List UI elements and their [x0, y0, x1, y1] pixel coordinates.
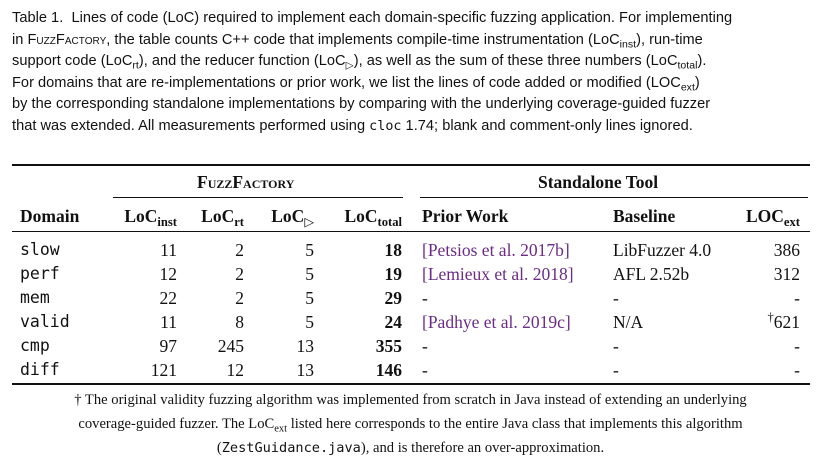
row-loc-ext: 312	[773, 264, 800, 284]
zestguidance-code: ZestGuidance.java	[221, 440, 361, 456]
row-loc-reducer: 5	[305, 288, 314, 308]
caption-line-1: Table 1. Lines of code (LoC) required to implement each domain-specific fuzzing application. For implementing	[12, 10, 733, 26]
col-header-loc-inst: LoC$_{inst}$	[124, 206, 177, 230]
row-domain: cmp	[20, 336, 50, 355]
row-prior-work-link[interactable]: [Lemieux et al. 2018]	[422, 264, 574, 284]
row-loc-rt: 2	[235, 288, 244, 308]
row-loc-total: 18	[384, 240, 402, 260]
row-loc-ext: -	[794, 336, 800, 356]
row-domain: mem	[20, 288, 50, 307]
row-loc-ext: -	[794, 288, 800, 308]
col-header-domain: Domain	[20, 206, 80, 226]
row-baseline: LibFuzzer 4.0	[613, 240, 712, 260]
row-loc-rt: 2	[235, 240, 244, 260]
row-loc-total: 146	[375, 360, 402, 380]
row-baseline: -	[613, 336, 619, 356]
row-baseline: -	[613, 288, 619, 308]
caption-line-2: in FuzzFactory, the table counts C++ code that implements compile-time instrumentation (LoC$_{inst}$), run-time	[12, 31, 703, 50]
row-loc-inst: 97	[159, 336, 177, 356]
row-baseline: N/A	[613, 312, 644, 332]
footnote-line-1: † The original validity fuzzing algorithm was implemented from scratch in Java instead of extending an underlying	[74, 392, 747, 408]
row-prior-work-link[interactable]: [Petsios et al. 2017b]	[422, 240, 570, 260]
row-baseline: AFL 2.52b	[613, 264, 690, 284]
group-header-fuzzfactory: FuzzFactory	[197, 172, 295, 192]
row-domain: diff	[20, 360, 60, 379]
group-rule-standalone	[420, 197, 808, 198]
footnote-line-2: coverage-guided fuzzer. The LoC$_{ext}$ listed here corresponds to the entire Java class that implements this algorithm	[78, 416, 743, 435]
table-top-rule	[12, 164, 810, 166]
row-loc-ext: 386	[773, 240, 800, 260]
row-loc-reducer: 13	[296, 336, 314, 356]
row-domain: valid	[20, 312, 70, 331]
row-loc-rt: 245	[217, 336, 244, 356]
row-domain: perf	[20, 264, 60, 283]
row-loc-total: 19	[384, 264, 402, 284]
row-loc-inst: 12	[159, 264, 177, 284]
footnote-line-3: (ZestGuidance.java), and is therefore an over-approximation.	[216, 440, 605, 456]
caption-line-3: support code (LoC$_{rt}$), and the reducer function (LoC$_▷$), as well as the sum of these three numbers (LoC$_{total}$).	[12, 53, 707, 72]
row-baseline: -	[613, 360, 619, 380]
row-prior-work: -	[422, 288, 428, 308]
caption-line-4: For domains that are re-implementations or prior work, we list the lines of code added or modified $(LOC_{ext})$	[12, 74, 700, 94]
cloc-code: cloc	[369, 118, 402, 134]
col-header-loc-total: LoC$_{total}$	[344, 206, 402, 230]
table-bottom-rule	[12, 383, 810, 385]
row-loc-inst: 11	[160, 312, 177, 332]
col-header-loc-reducer: LoC$_▷$	[271, 206, 314, 230]
row-prior-work: -	[422, 360, 428, 380]
row-loc-inst: 22	[159, 288, 177, 308]
row-loc-ext: -	[794, 360, 800, 380]
tool-name: FuzzFactory	[27, 31, 107, 48]
col-header-prior-work: Prior Work	[422, 206, 509, 226]
caption-line-5: by the corresponding standalone implementations by comparing with the underlying coverage-guided fuzzer	[12, 96, 711, 113]
row-loc-reducer: 5	[305, 264, 314, 284]
col-header-loc-rt: LoC$_{rt}$	[201, 206, 244, 230]
group-header-standalone: Standalone Tool	[538, 172, 659, 192]
row-loc-total: 24	[384, 312, 402, 332]
row-loc-inst: 121	[150, 360, 177, 380]
table-caption	[12, 8, 810, 138]
row-loc-reducer: 13	[296, 360, 314, 380]
row-loc-total: 355	[375, 336, 402, 356]
dagger-footnote-mark: †	[767, 310, 774, 325]
row-loc-reducer: 5	[305, 312, 314, 332]
row-loc-total: 29	[384, 288, 402, 308]
row-loc-inst: 11	[160, 240, 177, 260]
row-loc-rt: 2	[235, 264, 244, 284]
caption-line-6: that was extended. All measurements performed using cloc 1.74; blank and comment-only lines ignored.	[12, 117, 693, 134]
row-loc-ext: †621	[767, 310, 800, 332]
row-domain: slow	[20, 240, 60, 259]
row-prior-work-link[interactable]: [Padhye et al. 2019c]	[422, 312, 571, 332]
caption-label: Table 1.	[12, 10, 64, 26]
table-header-rule	[12, 231, 810, 232]
row-loc-rt: 12	[226, 360, 244, 380]
col-header-baseline: Baseline	[613, 206, 676, 226]
group-rule-fuzzfactory	[113, 197, 403, 198]
row-loc-reducer: 5	[305, 240, 314, 260]
row-loc-rt: 8	[235, 312, 244, 332]
col-header-loc-ext: $LOC_{ext}$	[745, 206, 800, 230]
row-prior-work: -	[422, 336, 428, 356]
